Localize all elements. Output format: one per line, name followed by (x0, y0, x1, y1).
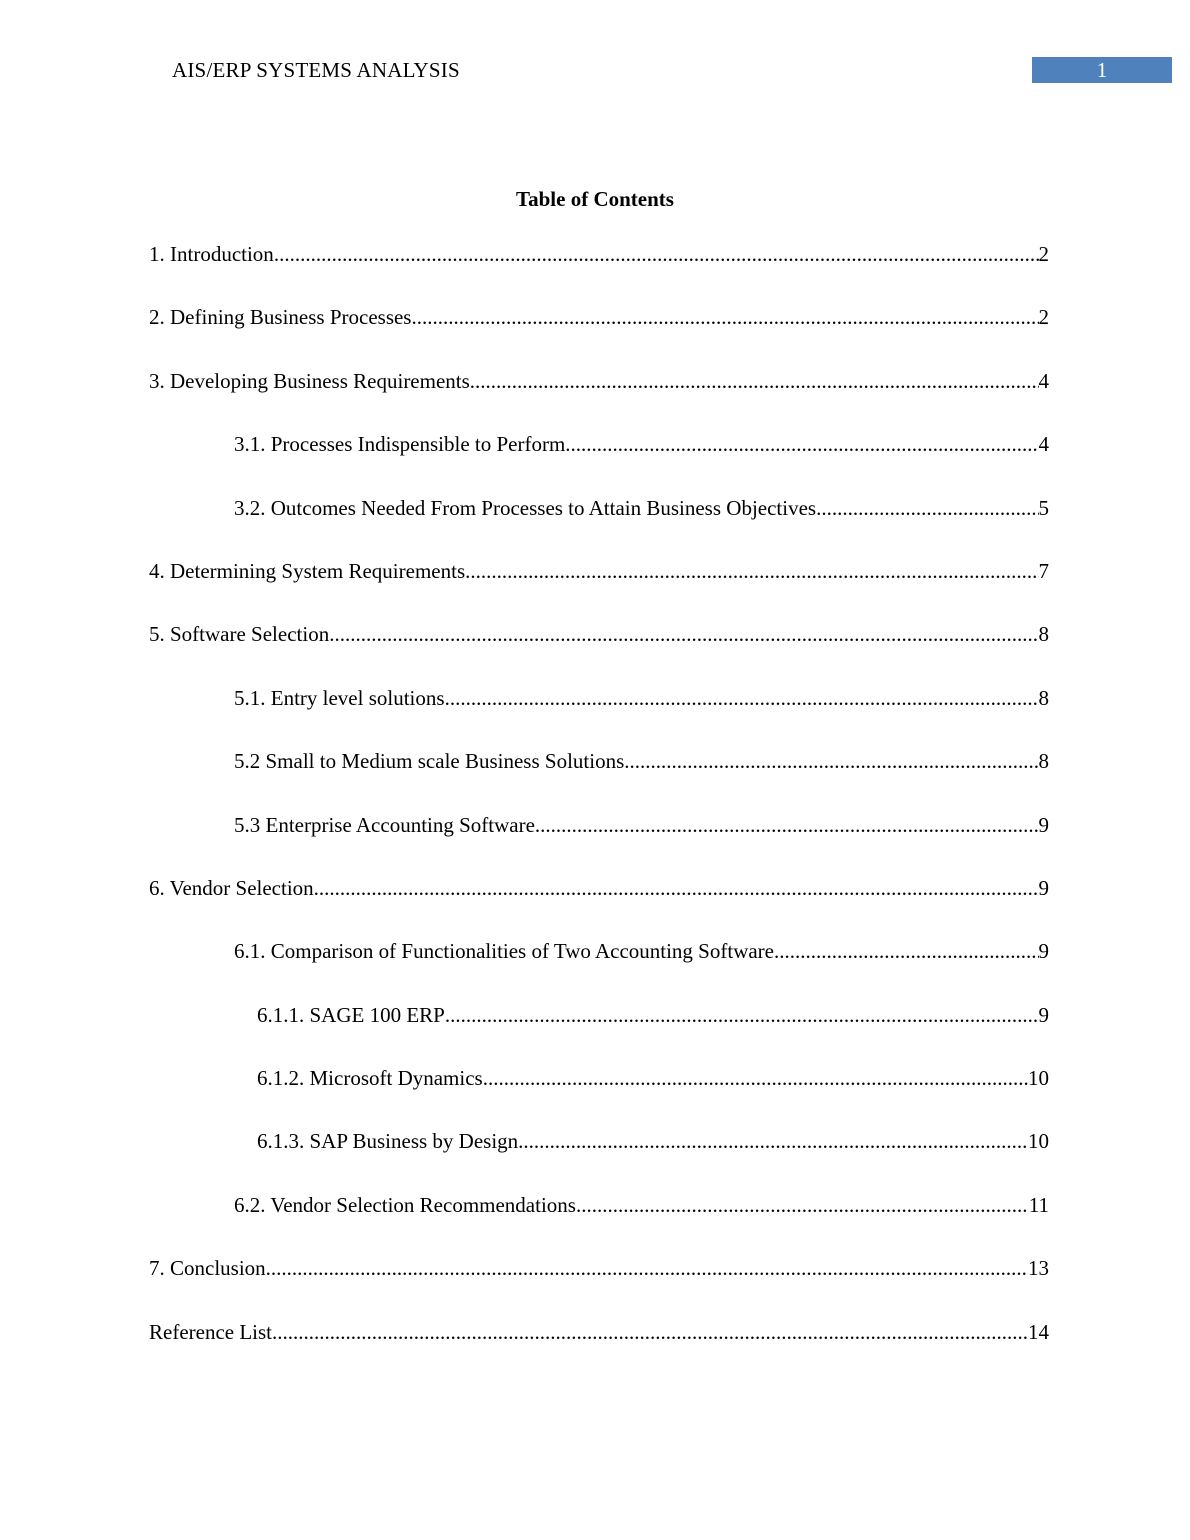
toc-entry-comparison-of-functionalities[interactable] (149, 937, 1049, 1000)
toc-entry-sap-business-by-design[interactable] (149, 1127, 1049, 1190)
toc-entry-label: 4. Determining System Requirements (149, 558, 466, 583)
toc-entry-entry-level-solutions[interactable] (149, 684, 1049, 747)
toc-entry-page: 9 (1038, 875, 1049, 900)
toc-entry-developing-business-requirements[interactable] (149, 367, 1049, 430)
toc-entry-introduction[interactable] (149, 240, 1049, 303)
toc-entry-page: 4 (1038, 432, 1049, 457)
toc-dot-leader (329, 620, 1038, 648)
toc-dot-leader (445, 1001, 1039, 1029)
toc-entry-page: 5 (1038, 495, 1049, 520)
toc-entry-label: 6.1.1. SAGE 100 ERP (257, 1002, 445, 1027)
toc-entry-page: 7 (1038, 558, 1049, 583)
toc-entry-label: 6.2. Vendor Selection Recommendations (234, 1192, 576, 1217)
toc-dot-leader (518, 1127, 1028, 1155)
toc-entry-software-selection[interactable] (149, 620, 1049, 683)
toc-entry-page: 9 (1038, 812, 1049, 837)
toc-entry-page: 2 (1038, 242, 1049, 266)
toc-entry-page: 8 (1038, 749, 1049, 774)
toc-dot-leader (411, 303, 1038, 331)
toc-entry-page: 10 (1028, 1129, 1049, 1154)
toc-entry-label: 6.1.3. SAP Business by Design (257, 1129, 519, 1154)
toc-entry-label: 5.3 Enterprise Accounting Software (234, 812, 535, 837)
table-of-contents (149, 240, 1049, 1381)
toc-entry-defining-business-processes[interactable] (149, 303, 1049, 366)
toc-entry-processes-indispensible[interactable] (149, 430, 1049, 493)
toc-entry-label: Reference List (149, 1319, 273, 1344)
toc-dot-leader (483, 1064, 1028, 1092)
toc-entry-vendor-selection[interactable] (149, 874, 1049, 937)
toc-entry-conclusion[interactable] (149, 1254, 1049, 1317)
toc-dot-leader (774, 937, 1039, 965)
toc-entry-label: 7. Conclusion (149, 1256, 266, 1281)
toc-entry-label: 3. Developing Business Requirements (149, 368, 470, 393)
toc-entry-enterprise-accounting-software[interactable] (149, 811, 1049, 874)
toc-entry-page: 13 (1028, 1256, 1049, 1281)
toc-entry-determining-system-requirements[interactable] (149, 557, 1049, 620)
toc-dot-leader (272, 1318, 1028, 1346)
toc-entry-page: 8 (1038, 685, 1049, 710)
toc-dot-leader (470, 367, 1039, 395)
toc-dot-leader (816, 494, 1038, 522)
toc-dot-leader (576, 1191, 1029, 1219)
toc-entry-label: 1. Introduction (149, 242, 274, 266)
toc-entry-label: 5. Software Selection (149, 622, 330, 647)
toc-entry-vendor-selection-recommendations[interactable] (149, 1191, 1049, 1254)
toc-entry-page: 9 (1038, 1002, 1049, 1027)
toc-dot-leader (314, 874, 1039, 902)
toc-entry-label: 6. Vendor Selection (149, 875, 314, 900)
toc-entry-page: 8 (1038, 622, 1049, 647)
toc-entry-label: 5.2 Small to Medium scale Business Solutions (234, 749, 625, 774)
toc-dot-leader (274, 240, 1039, 268)
running-head: AIS/ERP SYSTEMS ANALYSIS (172, 58, 460, 82)
toc-entry-label: 6.1.2. Microsoft Dynamics (257, 1066, 483, 1091)
toc-entry-outcomes-needed[interactable] (149, 494, 1049, 557)
toc-dot-leader (565, 430, 1038, 458)
toc-entry-page: 9 (1038, 939, 1049, 964)
toc-entry-label: 3.2. Outcomes Needed From Processes to Attain Business Objectives (234, 495, 817, 520)
toc-dot-leader (445, 684, 1039, 712)
toc-dot-leader (465, 557, 1038, 585)
toc-entry-page: 14 (1028, 1319, 1049, 1344)
toc-dot-leader (535, 811, 1039, 839)
toc-entry-label: 5.1. Entry level solutions (234, 685, 445, 710)
toc-entry-label: 3.1. Processes Indispensible to Perform (234, 432, 566, 457)
toc-entry-page: 10 (1028, 1066, 1049, 1091)
toc-entry-page: 4 (1038, 368, 1049, 393)
toc-entry-page: 11 (1028, 1192, 1049, 1217)
toc-dot-leader (624, 747, 1038, 775)
toc-entry-label: 6.1. Comparison of Functionalities of Two Accounting Software (234, 939, 774, 964)
toc-title: Table of Contents (516, 187, 674, 211)
toc-entry-page: 2 (1038, 305, 1049, 330)
toc-dot-leader (266, 1254, 1028, 1282)
toc-entry-microsoft-dynamics[interactable] (149, 1064, 1049, 1127)
toc-entry-small-medium-solutions[interactable] (149, 747, 1049, 810)
toc-entry-label: 2. Defining Business Processes (149, 305, 412, 330)
toc-entry-sage-100-erp[interactable] (149, 1001, 1049, 1064)
page-number: 1 (1032, 57, 1172, 83)
toc-entry-reference-list[interactable] (149, 1318, 1049, 1381)
